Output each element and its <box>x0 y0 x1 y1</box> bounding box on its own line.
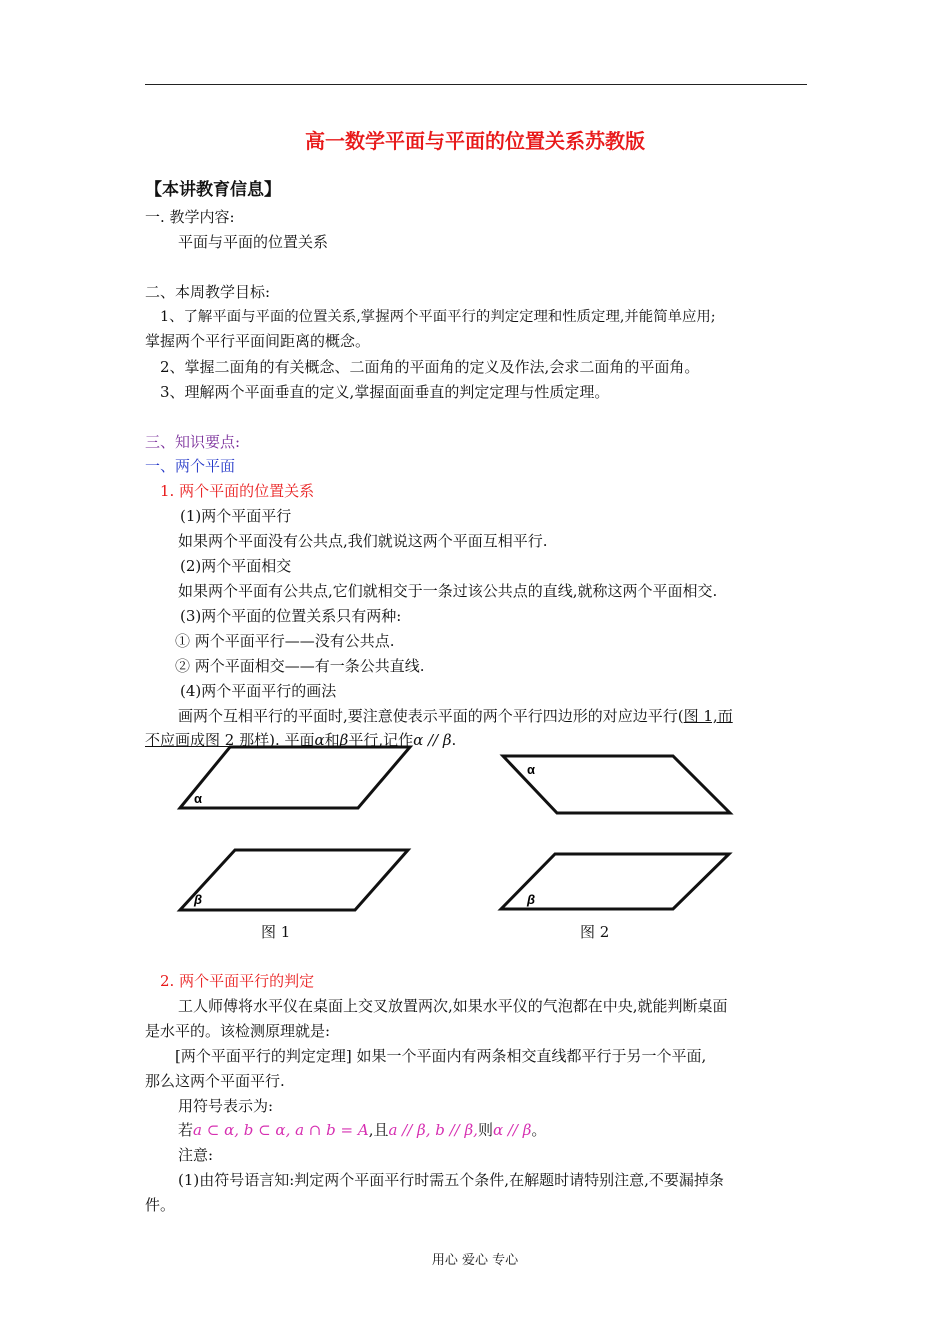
q2-b: 那么这两个平面平行. <box>145 1072 285 1090</box>
p4-text-a: 画两个互相平行的平面时,要注意使表示平面的两个平行四边形的对应边平行( <box>178 707 684 725</box>
q2-a: [两个平面平行的判定定理] 如果一个平面内有两条相交直线都平行于另一个平面, <box>175 1047 707 1065</box>
figure-1-caption: 图 1 <box>261 923 291 941</box>
q4-mid: ,且 <box>368 1121 389 1139</box>
q3: 用符号表示为: <box>178 1097 274 1115</box>
p3-b: ② 两个平面相交——有一条公共直线. <box>175 657 425 675</box>
fig1-plane-alpha <box>180 747 410 808</box>
figure-1 <box>170 742 420 922</box>
goal-1a: 1、了解平面与平面的位置关系,掌握两个平面平行的判定定理和性质定理,并能简单应用; <box>160 309 716 325</box>
q4-end: 。 <box>531 1121 547 1139</box>
p4-c: 平行,记作 <box>348 731 414 749</box>
fig1-alpha-label: α <box>194 791 202 806</box>
p4-notation: α // β <box>413 731 452 749</box>
p3-a: ① 两个平面平行——没有公共点. <box>175 632 395 650</box>
p4-text-line1 <box>178 706 733 726</box>
item-1-title: 1. 两个平面的位置关系 <box>160 482 315 500</box>
fig2-plane-beta <box>501 854 729 909</box>
q1-b: 是水平的。该检测原理就是: <box>145 1022 331 1040</box>
q1-a: 工人师傅将水平仪在桌面上交叉放置两次,如果水平仪的气泡都在中央,就能判断桌面 <box>178 997 728 1015</box>
page-title: 高一数学平面与平面的位置关系苏教版 <box>305 129 645 153</box>
p4-underlined-2: 不应画成图 2 那样) <box>145 731 275 749</box>
q4-then: 则 <box>477 1121 493 1139</box>
q4-symbol-2: a // β, b // β, <box>388 1121 478 1139</box>
fig1-plane-beta <box>180 850 408 910</box>
p4-underlined-1: 图 1,而 <box>683 707 733 725</box>
goal-2: 2、掌握二面角的有关概念、二面角的平面角的定义及作法,会求二面角的平面角。 <box>160 358 700 376</box>
p4-alpha: α <box>314 731 325 749</box>
p2-text: 如果两个平面有公共点,它们就相交于一条过该公共点的直线,就称这两个平面相交. <box>178 582 718 600</box>
p4-end: . <box>451 731 457 749</box>
fig2-plane-alpha <box>503 756 730 813</box>
section-header: 【本讲教育信息】 <box>145 180 281 200</box>
item-2-title: 2. 两个平面平行的判定 <box>160 972 315 990</box>
p4-beta: β <box>339 731 349 749</box>
note-heading: 注意: <box>178 1146 214 1164</box>
p4-text-b: . 平面 <box>274 731 315 749</box>
content-text: 平面与平面的位置关系 <box>178 233 329 251</box>
p1-heading: (1)两个平面平行 <box>180 507 292 525</box>
page-footer: 用心 爱心 专心 <box>431 1253 519 1268</box>
points-heading: 三、知识要点: <box>145 433 241 451</box>
q4-symbol-3: α // β <box>492 1121 532 1139</box>
goal-3: 3、理解两个平面垂直的定义,掌握面面垂直的判定定理与性质定理。 <box>160 383 610 401</box>
figure-2-caption: 图 2 <box>580 923 610 941</box>
content-heading: 一. 教学内容: <box>145 208 235 226</box>
p4-heading: (4)两个平面平行的画法 <box>180 682 337 700</box>
figure-2 <box>495 748 745 918</box>
fig2-beta-label: β <box>527 892 536 907</box>
q4-prefix: 若 <box>178 1121 194 1139</box>
p1-text: 如果两个平面没有公共点,我们就说这两个平面互相平行. <box>178 532 548 550</box>
goals-heading: 二、本周教学目标: <box>145 283 271 301</box>
q4-symbol-1: a ⊂ α, b ⊂ α, a ∩ b = A <box>193 1121 369 1139</box>
p2-heading: (2)两个平面相交 <box>180 557 292 575</box>
note-1a: (1)由符号语言知:判定两个平面平行时需五个条件,在解题时请特别注意,不要漏掉条 <box>178 1171 724 1189</box>
p4-and: 和 <box>324 731 340 749</box>
goal-1b: 掌握两个平行平面间距离的概念。 <box>145 332 371 350</box>
header-rule <box>145 84 807 85</box>
q4-line <box>178 1120 546 1140</box>
sub-heading-1: 一、两个平面 <box>145 457 236 475</box>
fig2-alpha-label: α <box>527 762 535 777</box>
fig1-beta-label: β <box>194 892 203 907</box>
note-1b: 件。 <box>145 1196 176 1214</box>
p3-heading: (3)两个平面的位置关系只有两种: <box>180 607 402 625</box>
